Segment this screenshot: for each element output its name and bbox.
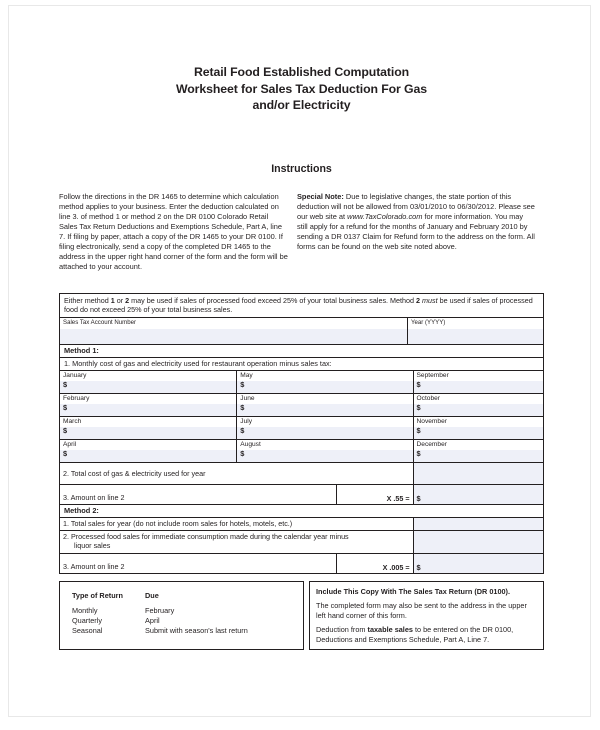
method-2-line-3-label: 3. Amount on line 2 [63, 561, 125, 571]
month-cell-march[interactable] [60, 417, 236, 439]
month-amount-input[interactable]: $ [237, 450, 412, 463]
method-1-line-3-input[interactable]: $ [416, 494, 421, 504]
month-cell-june[interactable] [236, 394, 412, 416]
special-note-part-2: for more information. You may still apply for a refund for the months of January and February 2010 by sending a DR 0137 Claim for Refund form to the address on the form. All forms can be found on the web site noted above. [297, 211, 535, 251]
method-1-line-3-label: 3. Amount on line 2 [63, 493, 125, 503]
monthly-cost-grid [60, 370, 543, 462]
notice-part-4: be used if sales of processed food do not exceed 25% of your total business sales. [64, 295, 533, 315]
month-cell-december[interactable] [413, 440, 543, 462]
month-amount-input[interactable]: $ [237, 427, 412, 440]
month-amount-input[interactable]: $ [237, 381, 412, 394]
include-copy-notice-panel [309, 581, 544, 650]
return-due-value: February [145, 606, 175, 616]
include-copy-notice-paragraph-2 [316, 625, 536, 645]
notice-part-1: Either method [64, 295, 111, 305]
instructions-columns [59, 192, 544, 273]
column-header-type-of-return: Type of Return [72, 590, 123, 600]
method-2-line-3-row [60, 553, 543, 573]
instructions-left-text: Follow the directions in the DR 1465 to determine which calculation method applies to your business. Enter the deduction calculated on line 3. of method 1 or method 2 on the DR 0100 Colorado Retail Sales Tax Return Deductions and Exemptions Schedule, Part A, line 7. If filing by paper, attach a copy of the DR 1465 to your DR 0100. If filing electronically, send a copy of the completed DR 1465 to the address in the upper right hand corner of the form and the form will be attached to your account. [59, 191, 288, 272]
month-row [60, 393, 543, 416]
month-cell-april[interactable] [60, 440, 236, 462]
table-row [72, 616, 293, 626]
method-2-heading: Method 2: [60, 504, 543, 517]
method-selection-notice [60, 294, 543, 317]
include-copy-notice-paragraph-1: The completed form may also be sent to the address in the upper left hand corner of this form. [316, 601, 527, 620]
notice-bold-3: 2 [416, 295, 421, 305]
page-title [102, 64, 502, 114]
special-note-label: Special Note: [297, 191, 344, 201]
deduction-text-part-2: to be entered on the DR 0100, Deductions and Exemptions Schedule, Part A, Line 7. [316, 625, 514, 644]
title-line-2: Worksheet for Sales Tax Deduction For Gas [175, 81, 427, 96]
special-note-part-1: Due to legislative changes, the state portion of this deduction will not be allowed from 03/01/2010 to 06/30/2012. Please see our web site at [297, 191, 535, 221]
month-amount-input[interactable]: $ [237, 404, 412, 417]
sales-tax-account-number-cell[interactable] [60, 318, 407, 344]
worksheet-form-table [59, 293, 544, 573]
month-label: June [240, 394, 255, 402]
title-line-3: and/or Electricity [252, 98, 351, 112]
year-label: Year (YYYY) [411, 318, 446, 326]
return-type-value: Quarterly [72, 615, 103, 625]
month-cell-january[interactable] [60, 371, 236, 393]
month-amount-input[interactable]: $ [414, 404, 543, 417]
month-cell-july[interactable] [236, 417, 412, 439]
table-row [72, 626, 293, 636]
method-2-line-2-label-cell [60, 531, 413, 553]
sales-tax-account-number-input[interactable] [60, 329, 407, 344]
notice-bold-2: 2 [125, 295, 130, 305]
return-due-value: April [145, 615, 160, 625]
month-row [60, 416, 543, 439]
method-1-line-3-row [60, 484, 543, 504]
include-copy-notice-title: Include This Copy With The Sales Tax Return (DR 0100). [316, 586, 511, 596]
column-header-due: Due [145, 590, 159, 600]
month-cell-november[interactable] [413, 417, 543, 439]
method-1-line-2-row [60, 462, 543, 484]
method-2-line-3-amount-cell[interactable] [413, 554, 543, 573]
bottom-panels [59, 581, 544, 650]
month-amount-input[interactable]: $ [414, 450, 543, 463]
return-due-panel [59, 581, 304, 650]
year-cell[interactable] [407, 318, 543, 344]
month-label: February [63, 394, 90, 402]
method-2-line-2-label: 2. Processed food sales for immediate consumption made during the calendar year minus [63, 531, 349, 541]
month-cell-may[interactable] [236, 371, 412, 393]
taxable-sales-emphasis: taxable sales [367, 625, 413, 635]
month-label: November [416, 417, 447, 425]
instructions-left-column [59, 192, 297, 273]
month-cell-august[interactable] [236, 440, 412, 462]
month-label: March [63, 417, 82, 425]
sales-tax-account-number-label: Sales Tax Account Number [63, 318, 137, 326]
method-2-line-1-row [60, 517, 543, 530]
table-row [72, 606, 293, 616]
method-2-line-1-label: 1. Total sales for year (do not include room sales for hotels, motels, etc.) [63, 518, 293, 528]
title-line-1: Retail Food Established Computation [193, 65, 410, 79]
method-1-line-2-input[interactable] [413, 463, 543, 484]
month-row [60, 370, 543, 393]
month-label: May [240, 371, 253, 379]
method-1-line-2-label: 2. Total cost of gas & electricity used for year [63, 469, 206, 479]
month-label: December [416, 440, 447, 448]
month-label: July [240, 417, 252, 425]
month-label: September [416, 371, 449, 379]
method-2-line-1-input[interactable] [413, 518, 543, 530]
method-2-line-2-label-continued: liquor sales [74, 541, 111, 551]
notice-bold-1: 1 [110, 295, 115, 305]
page-content [59, 64, 544, 650]
year-input[interactable] [408, 329, 543, 344]
return-due-table [72, 591, 293, 635]
instructions-heading: Instructions [271, 162, 332, 175]
month-amount-input[interactable]: $ [60, 381, 236, 394]
return-due-table-header [72, 591, 293, 601]
notice-part-2: or [114, 295, 126, 305]
document-page [8, 5, 591, 717]
method-1-line-3-multiplier: X .55 = [336, 485, 413, 504]
method-2-line-3-multiplier: X .005 = [336, 554, 413, 573]
month-amount-input[interactable]: $ [60, 450, 236, 463]
month-amount-input[interactable]: $ [414, 381, 543, 394]
month-cell-october[interactable] [413, 394, 543, 416]
month-label: January [63, 371, 87, 379]
month-cell-february[interactable] [60, 394, 236, 416]
month-label: October [416, 394, 440, 402]
return-due-value: Submit with season's last return [145, 625, 248, 635]
method-2-line-2-input[interactable] [413, 531, 543, 553]
month-label: April [63, 440, 77, 448]
deduction-text-part-1: Deduction from [316, 625, 368, 635]
month-amount-input[interactable]: $ [414, 427, 543, 440]
month-cell-september[interactable] [413, 371, 543, 393]
method-1-heading: Method 1: [60, 344, 543, 357]
method-1-line-3-amount-cell[interactable] [413, 485, 543, 504]
tax-colorado-link: www.TaxColorado.com [347, 211, 423, 221]
return-type-value: Seasonal [72, 625, 103, 635]
month-amount-input[interactable]: $ [60, 404, 236, 417]
notice-part-3: may be used if sales of processed food exceed 25% of your total business sales. Method [129, 295, 417, 305]
instructions-right-column [297, 192, 535, 273]
notice-italic-must: must [420, 295, 440, 305]
method-1-line-1-label: 1. Monthly cost of gas and electricity used for restaurant operation minus sales tax: [60, 357, 543, 371]
method-2-line-2-row [60, 530, 543, 553]
month-label: August [240, 440, 261, 448]
method-2-line-3-input[interactable]: $ [416, 562, 421, 572]
return-type-value: Monthly [72, 606, 98, 616]
special-note-paragraph [297, 192, 535, 253]
month-row [60, 439, 543, 462]
account-year-row [60, 317, 543, 344]
month-amount-input[interactable]: $ [60, 427, 236, 440]
